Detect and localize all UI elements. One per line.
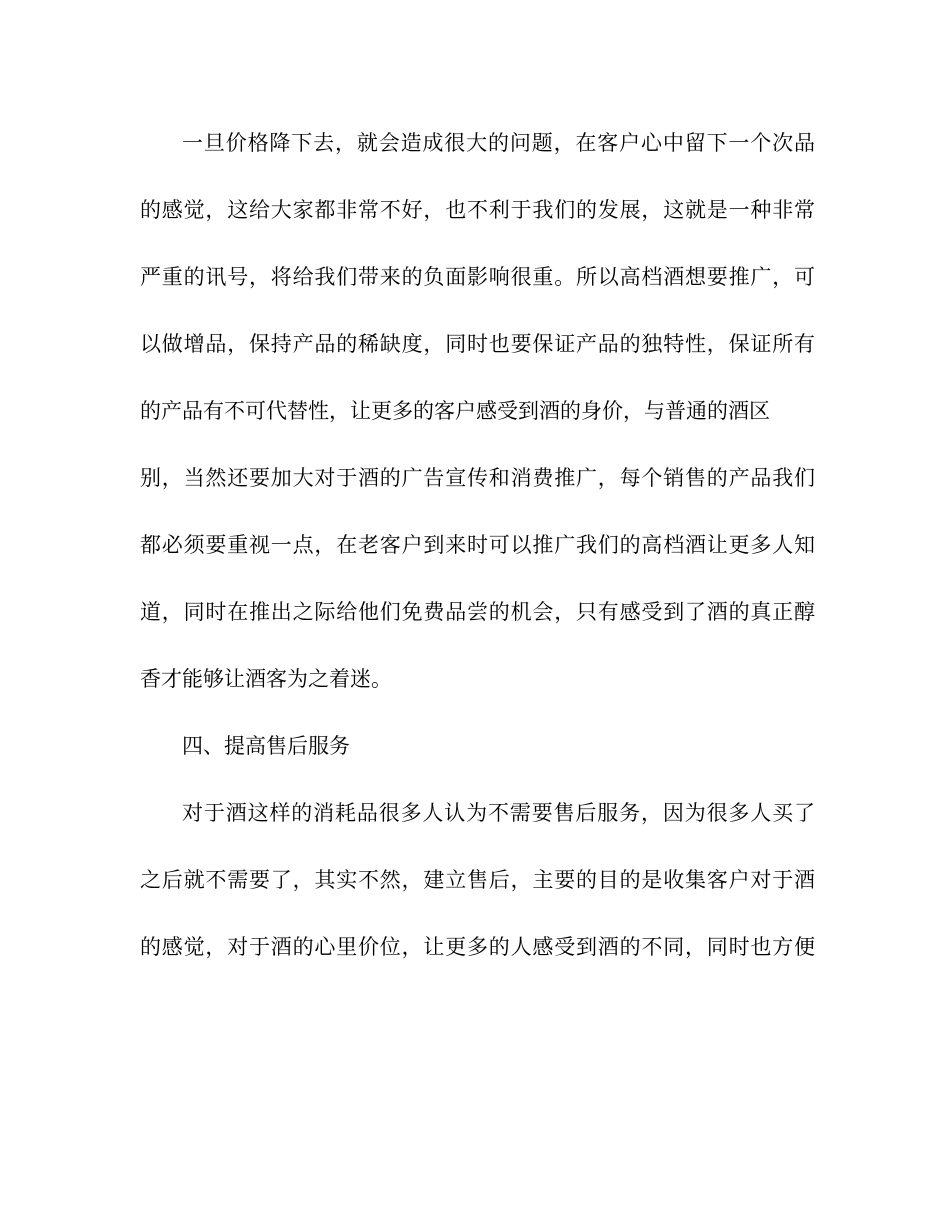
paragraph-1-line-4: 以做增品，保持产品的稀缺度，同时也要保证产品的独特性，保证所有 xyxy=(140,332,815,356)
section-heading: 四、提高售后服务 xyxy=(182,734,350,758)
paragraph-1-line-5: 的产品有不可代替性，让更多的客户感受到酒的身价，与普通的酒区 xyxy=(140,399,770,423)
paragraph-1-line-7: 都必须要重视一点，在老客户到来时可以推广我们的高档酒让更多人知 xyxy=(140,533,815,557)
paragraph-1-line-1: 一旦价格降下去，就会造成很大的问题，在客户心中留下一个次品 xyxy=(182,131,815,155)
paragraph-3-line-2: 之后就不需要了，其实不然，建立售后，主要的目的是收集客户对于酒 xyxy=(140,868,815,892)
paragraph-3-line-3: 的感觉，对于酒的心里价位，让更多的人感受到酒的不同，同时也方便 xyxy=(140,935,815,959)
paragraph-1-line-6: 别，当然还要加大对于酒的广告宣传和消费推广，每个销售的产品我们 xyxy=(140,466,815,490)
paragraph-1-line-9: 香才能够让酒客为之着迷。 xyxy=(140,667,392,691)
paragraph-1-line-2: 的感觉，这给大家都非常不好，也不利于我们的发展，这就是一种非常 xyxy=(140,198,815,222)
paragraph-3-line-1: 对于酒这样的消耗品很多人认为不需要售后服务，因为很多人买了 xyxy=(182,801,815,825)
paragraph-1-line-8: 道，同时在推出之际给他们免费品尝的机会，只有感受到了酒的真正醇 xyxy=(140,600,815,624)
paragraph-1-line-3: 严重的讯号，将给我们带来的负面影响很重。所以高档酒想要推广，可 xyxy=(140,265,815,289)
